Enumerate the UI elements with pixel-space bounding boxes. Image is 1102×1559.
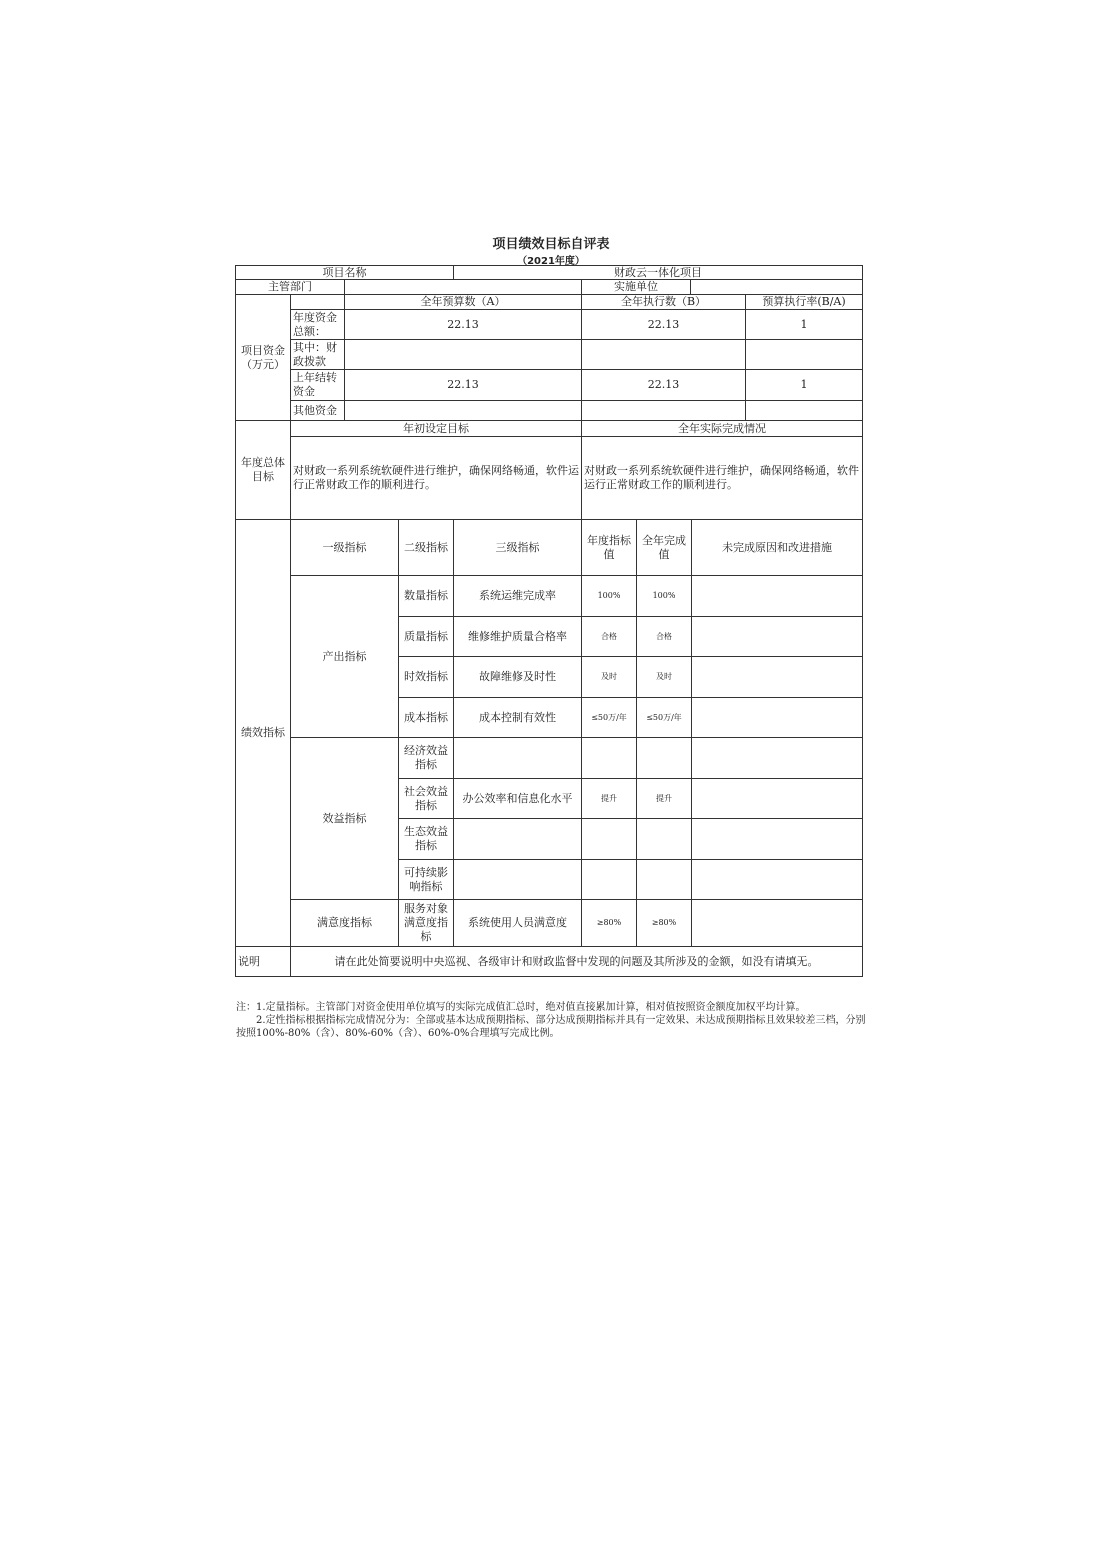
indicator-target: ≥80% (581, 899, 637, 947)
dept-value (344, 279, 582, 295)
benefit-indicators-label: 效益指标 (290, 737, 399, 900)
project-name-label: 项目名称 (235, 265, 454, 280)
indicator-target (581, 818, 637, 860)
indicator-target: 及时 (581, 656, 637, 698)
indicator-level3: 故障维修及时性 (453, 656, 582, 698)
indicator-target: 100% (581, 575, 637, 617)
indicator-reason (691, 778, 863, 819)
fund-row-exec (581, 339, 746, 370)
fund-row-exec: 22.13 (581, 309, 746, 340)
footnote-1: 注：1.定量指标。主管部门对资金使用单位填写的实际完成值汇总时，绝对值直接累加计算，相对值按照资金额度加权平均计算。 (236, 1002, 806, 1013)
indicator-reason (691, 697, 863, 738)
indicator-target (581, 859, 637, 900)
fund-row-exec (581, 400, 746, 421)
indicator-level3 (453, 737, 582, 779)
indicator-actual: ≤50万/年 (636, 697, 692, 738)
indicator-actual (636, 859, 692, 900)
indicator-reason (691, 818, 863, 860)
fund-row-budget: 22.13 (344, 369, 582, 401)
indicator-target (581, 737, 637, 779)
fund-row-rate: 1 (745, 369, 863, 401)
initial-goal-text: 对财政一系列系统软硬件进行维护，确保网络畅通，软件运行正常财政工作的顺利进行。 (290, 436, 582, 520)
indicator-actual: 合格 (636, 616, 692, 657)
fund-row-label: 其中：财政拨款 (290, 339, 345, 370)
budget-header: 全年预算数（A） (344, 294, 582, 310)
indicator-actual: 100% (636, 575, 692, 617)
indicator-target: 提升 (581, 778, 637, 819)
indicator-actual (636, 737, 692, 779)
indicator-level2: 质量指标 (398, 616, 454, 657)
explanation-label: 说明 (235, 946, 291, 977)
output-indicators-label: 产出指标 (290, 575, 399, 738)
indicator-level3: 成本控制有效性 (453, 697, 582, 738)
fund-row-exec: 22.13 (581, 369, 746, 401)
indicator-level2: 服务对象满意度指标 (398, 899, 454, 947)
evaluation-table (235, 265, 863, 977)
fund-row-label: 年度资金总额： (290, 309, 345, 340)
fund-row-label: 上年结转资金 (290, 369, 345, 401)
exec-header: 全年执行数（B） (581, 294, 746, 310)
explanation-text: 请在此处简要说明中央巡视、各级审计和财政监督中发现的问题及其所涉及的金额，如没有请填无。 (290, 946, 863, 977)
indicator-level2: 生态效益指标 (398, 818, 454, 860)
indicator-level2: 经济效益指标 (398, 737, 454, 779)
indicator-level3 (453, 818, 582, 860)
indicator-reason (691, 616, 863, 657)
indicator-level3: 办公效率和信息化水平 (453, 778, 582, 819)
impl-unit-value (690, 279, 863, 295)
indicator-level2: 可持续影响指标 (398, 859, 454, 900)
dept-label: 主管部门 (235, 279, 345, 295)
indicator-actual (636, 818, 692, 860)
goals-section-label: 年度总体目标 (235, 420, 291, 520)
fund-row-budget (344, 400, 582, 421)
footnote-2: 2.定性指标根据指标完成情况分为：全部或基本达成预期指标、部分达成预期指标并具有一定效果、未达成预期指标且效果较差三档，分别按照100%-80%（含）、80%-60%（含）、60%-0%合理填写完成比例。 (236, 1015, 866, 1039)
indicator-target: ≤50万/年 (581, 697, 637, 738)
header-level2: 二级指标 (398, 519, 454, 576)
rate-header: 预算执行率(B/A) (745, 294, 863, 310)
indicator-level3: 系统使用人员满意度 (453, 899, 582, 947)
satisfaction-indicators-label: 满意度指标 (290, 899, 399, 947)
fund-row-rate (745, 339, 863, 370)
indicator-reason (691, 859, 863, 900)
actual-goal-header: 全年实际完成情况 (581, 420, 863, 437)
indicator-target: 合格 (581, 616, 637, 657)
fund-row-rate (745, 400, 863, 421)
actual-goal-text: 对财政一系列系统软硬件进行维护，确保网络畅通，软件运行正常财政工作的顺利进行。 (581, 436, 863, 520)
indicator-level2: 时效指标 (398, 656, 454, 698)
project-name-value: 财政云一体化项目 (453, 265, 863, 280)
header-actual: 全年完成值 (636, 519, 692, 576)
footnotes (236, 1001, 866, 1040)
page-title: 项目绩效目标自评表 (492, 237, 610, 252)
indicator-reason (691, 656, 863, 698)
initial-goal-header: 年初设定目标 (290, 420, 582, 437)
header-reason: 未完成原因和改进措施 (691, 519, 863, 576)
indicator-reason (691, 899, 863, 947)
indicator-level2: 社会效益指标 (398, 778, 454, 819)
funds-blank-header (290, 294, 345, 310)
indicator-actual: ≥80% (636, 899, 692, 947)
page-subtitle: （2021年度） (517, 256, 585, 267)
indicator-reason (691, 575, 863, 617)
impl-unit-label: 实施单位 (581, 279, 691, 295)
fund-row-label: 其他资金 (290, 400, 345, 421)
indicator-level2: 成本指标 (398, 697, 454, 738)
indicator-reason (691, 737, 863, 779)
header-level3: 三级指标 (453, 519, 582, 576)
funds-section-label: 项目资金（万元） (235, 294, 291, 421)
indicator-actual: 提升 (636, 778, 692, 819)
fund-row-budget: 22.13 (344, 309, 582, 340)
fund-row-rate: 1 (745, 309, 863, 340)
header-level1: 一级指标 (290, 519, 399, 576)
fund-row-budget (344, 339, 582, 370)
indicator-level3 (453, 859, 582, 900)
indicator-level3: 维修维护质量合格率 (453, 616, 582, 657)
indicator-level3: 系统运维完成率 (453, 575, 582, 617)
header-target: 年度指标值 (581, 519, 637, 576)
indicators-section-label: 绩效指标 (235, 519, 291, 947)
indicator-level2: 数量指标 (398, 575, 454, 617)
indicator-actual: 及时 (636, 656, 692, 698)
